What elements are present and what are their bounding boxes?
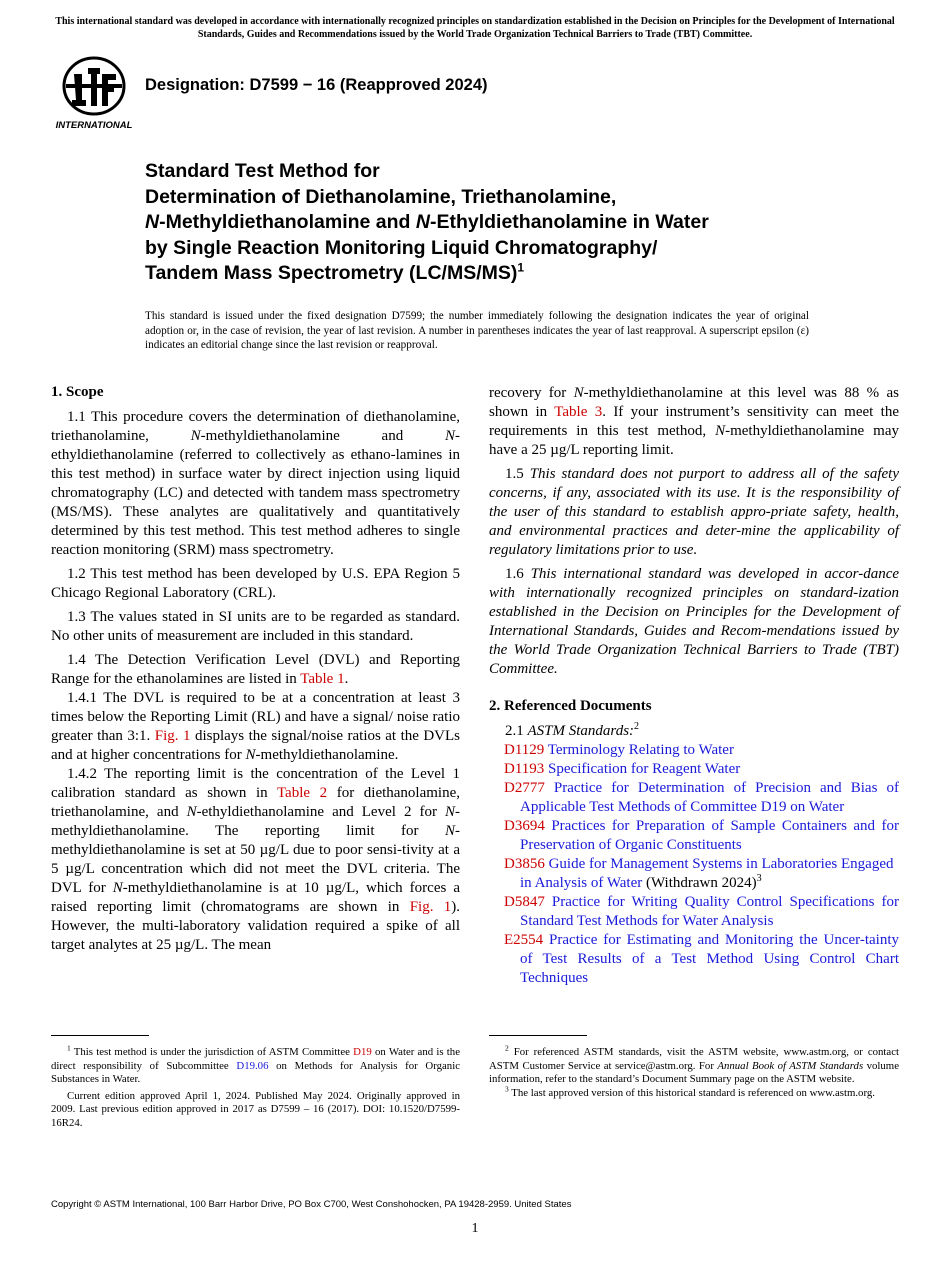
paragraph-1-3: 1.3 The values stated in SI units are to be regarded as standard. No other units of measurement are included in this standard. (51, 609, 460, 644)
fig-1-link[interactable]: Fig. 1 (409, 899, 452, 915)
paragraph-1-2: 1.2 This test method has been developed by U.S. EPA Region 5 Chicago Regional Laboratory (CRL). (51, 566, 460, 601)
designation: Designation: D7599 − 16 (Reapproved 2024) (145, 76, 488, 94)
table-1-link[interactable]: Table 1 (300, 671, 345, 687)
page-number: 1 (471, 1221, 479, 1236)
table-2-link[interactable]: Table 2 (276, 785, 328, 801)
logo-international-text: INTERNATIONAL (55, 120, 133, 131)
footnote-1: $^1$ This test method is under the jurisdiction of ASTM Committee D19 on Water and is the direct responsibility of Subcommittee D19.06 on Methods for Analysis for Organic Substances in Water. (51, 1043, 461, 1085)
footnote-mark[interactable]: 1 (517, 260, 525, 275)
subcommittee-link[interactable]: D19.06 (236, 1059, 269, 1072)
footnote-3: $^3$ The last approved version of this historical standard is referenced on www.astm.org. (505, 1083, 875, 1099)
reference-item[interactable]: D5847 Practice for Writing Quality Control Specifications for Standard Test Methods for Water Analysis (504, 894, 899, 929)
paragraph-1-5: 1.5 This standard does not purport to address all of the safety concerns, if any, associated with its use. It is the responsibility of the user of this standard to establish appro-priate safety, health, and environmental practices and deter-mine the applicability of regulatory limitations prior to use. (489, 466, 900, 558)
astm-standards-label: 2.1 ASTM Standards:$^2$ (505, 721, 640, 739)
paragraph-1-4-1: 1.4.1 The DVL is required to be at a concentration at least 3 times below the Reporting Limit (RL) and have a signal/ noise ratio greater than 3:1. Fig. 1 displays the signal/noise ratios at the DVLs and at higher concentrations for N-methyldiethanolamine. (51, 690, 461, 763)
astm-logo (52, 56, 136, 132)
paragraph-1-1: 1.1 This procedure covers the determination of diethanolamine, triethanolamine, N-methyldiethanolamine and N-ethyldiethanolamine (referred to collectively as ethano-lamines in this test method) in surface water by direct injection using liquid chromatography (LC) and detected with tandem mass spectrometry (MS/MS). These analytes are qualitatively and quantitatively determined by this test method. This test method adheres to single reaction monitoring (SRM) mass spectrometry. (51, 409, 460, 558)
reference-item[interactable]: D1193 Specification for Reagent Water (504, 761, 741, 777)
table-3-link[interactable]: Table 3 (554, 404, 603, 420)
logo-mark (64, 58, 124, 114)
title-line: by Single Reaction Monitoring Liquid Chromatography/ (145, 236, 658, 259)
header-notice: This international standard was developed in accordance with internationally recognized principles on standardization established in the Decision on Principles for the Development of International Standards, Guides and Recommendations issued by the World Trade Organization Technical Barriers to Trade (TBT) Committee. (55, 16, 895, 40)
reference-item[interactable]: D3856 Guide for Management Systems in Laboratories Engaged in Analysis of Water (Withdrawn 2024)$^3$ (504, 856, 894, 891)
reference-item[interactable]: D1129 Terminology Relating to Water (504, 742, 734, 758)
copyright: Copyright © ASTM International, 100 Barr Harbor Drive, PO Box C700, West Conshohocken, PA 19428-2959. United States (51, 1199, 572, 1210)
committee-d19-link[interactable]: D19 (353, 1046, 372, 1058)
fig-1-link[interactable]: Fig. 1 (154, 728, 191, 744)
issued-note: This standard is issued under the fixed designation D7599; the number immediately following the designation indicates the year of original adoption or, in the case of revision, the year of last revision. A number in parentheses indicates the year of last reapproval. A superscript epsilon (ε) indicates an editorial change since the last revision or reapproval. (145, 310, 809, 351)
footnotes-right (489, 1043, 899, 1100)
paragraph-continuation: recovery for N-methyldiethanolamine at this level was 88 % as shown in Table 3. If your instrument’s sensitivity can meet the requirements in this test method, N-methyldiethanolamine may have a 25 µg/L reporting limit. (489, 385, 899, 458)
title-line: Tandem Mass Spectrometry $(LC/MS/MS)^1$ (145, 260, 525, 284)
title-line: Determination of Diethanolamine, Triethanolamine, (145, 185, 617, 208)
edition-note: Current edition approved April 1, 2024. Published May 2024. Originally approved in 2009. Last previous edition approved in 2017 as D7599 – 16 (2017). DOI: 10.1520/D7599-16R24. (51, 1089, 460, 1129)
right-column (489, 384, 899, 988)
footnote-2: $^2$ For referenced ASTM standards, visit the ASTM website, www.astm.org, or contact ASTM Customer Service at service@astm.org. For Annual Book of ASTM Standards volume information, refer to the standard’s Document Summary page on the ASTM website. (489, 1043, 899, 1085)
reference-item[interactable]: E2554 Practice for Estimating and Monitoring the Uncer-tainty of Test Results of a Test Method Using Control Chart Techniques (504, 932, 899, 986)
paragraph-1-4-2: 1.4.2 The reporting limit is the concentration of the Level 1 calibration standard as shown in Table 2 for diethanolamine, triethanolamine, and N-ethyldiethanolamine and Level 2 for N-methyldiethanolamine. The reporting limit for N-methyldiethanolamine is set at 50 µg/L due to poor sensi-tivity at a 5 µg/L concentration which did not meet the DVL criteria. The DVL for N-methyldiethanolamine is at 10 µg/L, which forces a raised reporting limit (chromatograms are shown in Fig. 1). However, the multi-laboratory validation required a spike of all target analytes at 25 µg/L. The mean (51, 766, 460, 953)
left-column (51, 383, 460, 955)
paragraph-1-6: 1.6 This international standard was developed in accor-dance with internationally recognized principles on standard-ization established in the Decision on Principles for the Development of International Standards, Guides and Recom-mendations issued by the World Trade Organization Technical Barriers to Trade (TBT) Committee. (489, 566, 900, 677)
document-title (145, 159, 845, 287)
footnotes-left (51, 1043, 461, 1130)
footnote-rule-right (489, 1035, 587, 1036)
section-heading-scope: 1. Scope (51, 384, 104, 400)
title-line: Standard Test Method for (145, 160, 380, 182)
title-line: N-Methyldiethanolamine and N-Ethyldiethanolamine in Water (145, 211, 709, 233)
reference-item[interactable]: D3694 Practices for Preparation of Sample Containers and for Preservation of Organic Constituents (504, 818, 899, 853)
section-heading-referenced-documents: 2. Referenced Documents (489, 698, 652, 714)
paragraph-1-4: 1.4 The Detection Verification Level (DVL) and Reporting Range for the ethanolamines are listed in Table 1. (51, 652, 460, 687)
footnote-rule-left (51, 1035, 149, 1036)
reference-list (489, 741, 899, 988)
reference-item[interactable]: D2777 Practice for Determination of Precision and Bias of Applicable Test Methods of Committee D19 on Water (504, 780, 899, 815)
